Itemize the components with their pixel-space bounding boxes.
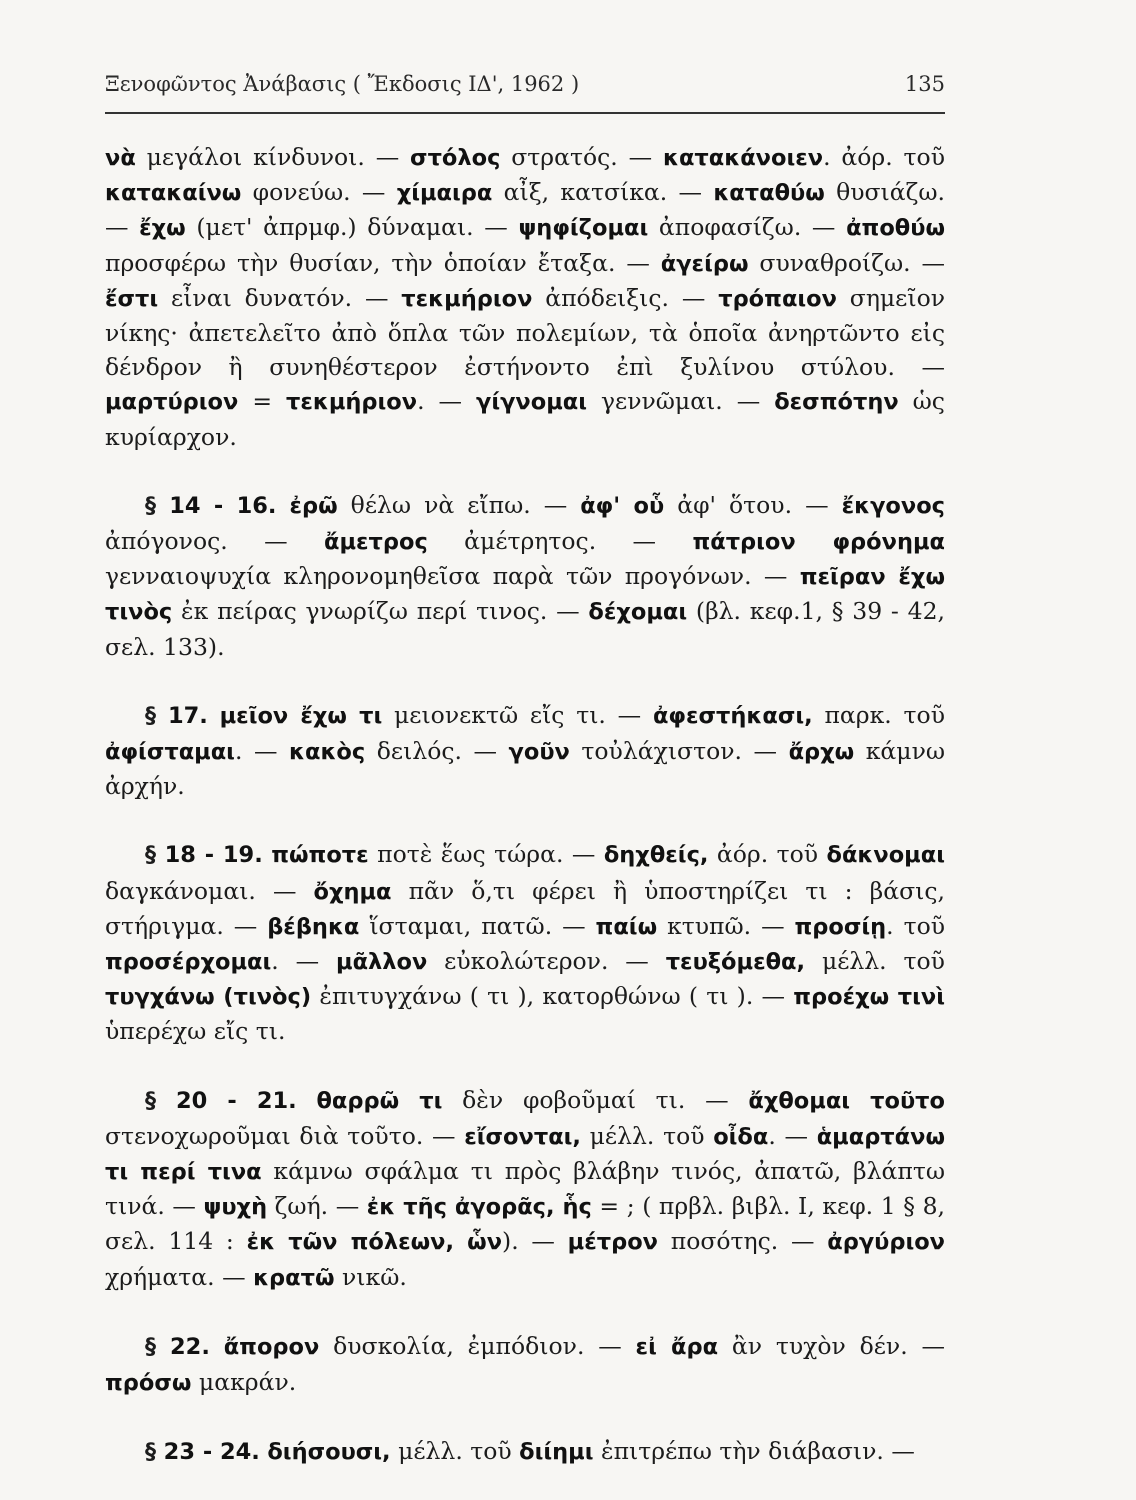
headword: νὰ xyxy=(105,145,136,171)
headword: ἀφ' οὗ xyxy=(580,492,665,519)
glossary-paragraph xyxy=(105,140,945,454)
header-rule xyxy=(105,112,945,114)
headword: γοῦν xyxy=(508,739,570,766)
definition-text: ). — xyxy=(502,1227,568,1256)
headword: δεσπότην xyxy=(774,389,899,416)
headword: ἄπορον xyxy=(223,1333,320,1360)
glossary-text xyxy=(105,140,945,1471)
headword: ἐρῶ xyxy=(289,492,338,519)
paragraph-gap xyxy=(105,454,945,488)
paragraph-gap xyxy=(105,1049,945,1083)
headword: κατακάνοιεν xyxy=(662,145,824,171)
headword: χίμαιρα xyxy=(396,180,493,207)
headword: ἐκ τῶν πόλεων, ὧν xyxy=(246,1229,503,1256)
section-sign: § xyxy=(145,843,165,869)
headword: πεῖραν ἔχω τινὸς xyxy=(105,564,945,626)
headword: οἶδα xyxy=(713,1123,769,1150)
definition-text: θέλω νὰ εἴπω. — xyxy=(337,490,581,519)
paragraph-gap xyxy=(105,664,945,698)
headword: διήσουσι, xyxy=(267,1439,391,1466)
definition-text xyxy=(276,491,289,519)
running-header xyxy=(105,72,945,106)
definition-text: προσφέρω τὴν θυσίαν, τὴν ὁποίαν ἔταξα. — xyxy=(105,248,661,277)
definition-text: μέλλ. τοῦ xyxy=(805,947,945,976)
definition-text: ἵσταμαι, πατῶ. — xyxy=(359,911,596,940)
definition-text: κάμνω σφάλμα τι πρὸς βλάβην τινός, ἀπατῶ, βλάπτω τινά. — xyxy=(105,1157,945,1221)
definition-text: ἀόρ. τοῦ xyxy=(708,840,827,869)
headword: ἀφεστήκασι, xyxy=(652,702,813,729)
definition-text: φονεύω. — xyxy=(241,178,397,207)
headword: στόλος xyxy=(410,145,501,171)
definition-text: εἶναι δυνατόν. — xyxy=(158,283,402,312)
definition-text: δειλός. — xyxy=(365,737,509,766)
definition-text: συναθροίζω. — xyxy=(748,248,945,277)
glossary-paragraph xyxy=(105,1434,945,1470)
headword: δέχομαι xyxy=(588,599,688,626)
headword: ἀφίσταμαι xyxy=(105,739,235,766)
running-title: Ξενοφῶντος Ἀνάβασις ( Ἔκδοσις ΙΔ', 1962 ) xyxy=(105,72,580,96)
headword: ἄχθομαι τοῦτο xyxy=(748,1087,945,1114)
paragraph-gap xyxy=(105,803,945,837)
glossary-paragraph xyxy=(105,488,945,664)
headword: κατακαίνω xyxy=(105,180,242,207)
section-sign: § xyxy=(145,493,170,519)
definition-text: = ; ( πρβλ. βιβλ. Ι, κεφ. 1 § 8, σελ. 114 : xyxy=(105,1192,945,1256)
headword: δάκνομαι xyxy=(826,842,945,869)
headword: διίημι xyxy=(519,1439,594,1466)
headword: ἐκ τῆς ἀγορᾶς, ἧς xyxy=(366,1194,592,1221)
headword: κρατῶ xyxy=(253,1264,335,1291)
glossary-paragraph xyxy=(105,1083,945,1295)
definition-text: ἀπόγονος. — xyxy=(105,527,324,556)
headword: προσέρχομαι xyxy=(105,949,272,976)
headword: προσίῃ xyxy=(794,913,887,940)
definition-text xyxy=(297,1086,317,1114)
headword: τεκμήριον xyxy=(401,285,533,312)
definition-text: ἀπόδειξις. — xyxy=(532,283,719,312)
section-sign: § xyxy=(145,1334,171,1360)
definition-text: τοὐλάχιστον. — xyxy=(569,737,789,766)
headword: τευξόμεθα, xyxy=(665,949,806,976)
headword: τυγχάνω (τινὸς) xyxy=(105,984,312,1011)
definition-text: μέλλ. τοῦ xyxy=(390,1437,520,1466)
definition-text: ποσότης. — xyxy=(658,1227,828,1256)
definition-text: ὑπερέχω εἴς τι. xyxy=(105,1017,286,1046)
definition-text: (μετ' ἀπρμφ.) δύναμαι. — xyxy=(185,213,519,242)
headword: μᾶλλον xyxy=(336,949,428,976)
page-number: 135 xyxy=(904,72,945,96)
definition-text: . — xyxy=(417,387,477,416)
definition-text: παρκ. τοῦ xyxy=(812,700,945,729)
definition-text: θυσιάζω. — xyxy=(105,178,945,242)
definition-text: ἐπιτρέπω τὴν διάβασιν. — xyxy=(593,1437,915,1466)
headword: ἔχω xyxy=(139,215,186,242)
headword: 14 - 16. xyxy=(169,492,277,519)
definition-text: δαγκάνομαι. — xyxy=(105,876,314,905)
glossary-paragraph xyxy=(105,837,945,1048)
definition-text xyxy=(263,840,271,868)
definition-text xyxy=(210,1332,224,1360)
glossary-paragraph xyxy=(105,698,945,804)
headword: γίγνομαι xyxy=(476,389,587,416)
headword: προέχω τινὶ xyxy=(793,984,945,1011)
definition-text: ἐκ πείρας γνωρίζω περί τινος. — xyxy=(172,597,589,626)
headword: ὄχημα xyxy=(313,878,392,905)
definition-text: (βλ. κεφ.1, § 39 - 42, σελ. 133). xyxy=(105,597,945,661)
definition-text: . — xyxy=(271,947,337,976)
definition-text: νικῶ. xyxy=(334,1262,407,1291)
definition-text: μακράν. xyxy=(191,1368,297,1397)
headword: πρόσω xyxy=(105,1370,192,1397)
definition-text: . ἀόρ. τοῦ xyxy=(823,143,945,171)
definition-text: = xyxy=(238,387,286,416)
glossary-paragraph xyxy=(105,1329,945,1400)
headword: ἄμετρος xyxy=(323,529,428,556)
headword: καταθύω xyxy=(713,180,825,207)
definition-text: ἐπιτυγχάνω ( τι ), κατορθώνω ( τι ). — xyxy=(311,982,794,1011)
headword: τεκμήριον xyxy=(285,389,418,416)
headword: θαρρῶ τι xyxy=(316,1087,443,1114)
section-sign: § xyxy=(145,703,168,729)
definition-text: δυσκολία, ἐμπόδιον. — xyxy=(319,1331,636,1360)
definition-text: στενοχωροῦμαι διὰ τοῦτο. — xyxy=(105,1121,465,1150)
definition-text: κάμνω ἀρχήν. xyxy=(105,737,946,801)
definition-text: ἀποφασίζω. — xyxy=(648,213,847,242)
paragraph-gap xyxy=(105,1400,945,1434)
headword: ἀγείρω xyxy=(660,250,749,277)
headword: 18 - 19. xyxy=(164,842,263,869)
headword: ἀποθύω xyxy=(846,215,945,242)
definition-text: χρήματα. — xyxy=(105,1262,254,1291)
definition-text xyxy=(208,701,220,729)
definition-text: στρατός. — xyxy=(500,143,663,171)
definition-text: μέλλ. τοῦ xyxy=(580,1121,714,1150)
definition-text: ἀμέτρητος. — xyxy=(427,527,693,556)
headword: ἔστι xyxy=(105,285,159,312)
definition-text: . — xyxy=(768,1121,817,1150)
headword: 22. xyxy=(170,1333,210,1360)
headword: πώποτε xyxy=(271,842,369,869)
headword: εἴσονται, xyxy=(464,1123,581,1150)
definition-text: ζωή. — xyxy=(267,1192,367,1221)
headword: μεῖον ἔχω τι xyxy=(219,702,383,729)
definition-text: αἶξ, κατσίκα. — xyxy=(492,178,714,207)
headword: 20 - 21. xyxy=(175,1087,297,1114)
definition-text: εὐκολώτερον. — xyxy=(427,947,666,976)
headword: ἁμαρτάνω τι περί τινα xyxy=(105,1123,945,1186)
headword: τρόπαιον xyxy=(718,285,837,312)
headword: 17. xyxy=(167,702,208,729)
headword: παίω xyxy=(595,913,658,940)
section-sign: § xyxy=(145,1088,176,1114)
headword: ἔκγονος xyxy=(841,492,945,519)
headword: πάτριον φρόνημα xyxy=(692,529,945,556)
definition-text: μεγάλοι κίνδυνοι. — xyxy=(135,143,411,171)
headword: δηχθείς, xyxy=(603,842,709,869)
section-sign: § xyxy=(145,1440,164,1466)
headword: εἰ ἄρα xyxy=(635,1333,719,1360)
headword: βέβηκα xyxy=(267,913,360,940)
definition-text: ὡς κυρίαρχον. xyxy=(105,387,945,451)
paragraph-gap xyxy=(105,1295,945,1329)
definition-text: δὲν φοβοῦμαί τι. — xyxy=(442,1085,749,1114)
headword: μέτρον xyxy=(567,1229,659,1256)
definition-text: ποτὲ ἕως τώρα. — xyxy=(368,840,604,869)
definition-text: πᾶν ὅ,τι φέρει ἢ ὑποστηρίζει τι : βάσις, στήριγμα. — xyxy=(105,876,945,940)
headword: ἀργύριον xyxy=(827,1229,946,1256)
definition-text: ἀφ' ὅτου. — xyxy=(664,490,842,519)
definition-text: σημεῖον νίκης· ἀπετελεῖτο ἀπὸ ὅπλα τῶν πολεμίων, τὰ ὁποῖα ἀνηρτῶντο εἰς δένδρον ἢ συνηθέστερον ἐστήνοντο ἐπὶ ξυλίνου στύλου. — xyxy=(105,283,946,382)
definition-text: γεννῶμαι. — xyxy=(587,387,775,416)
definition-text: ἂν τυχὸν δέν. — xyxy=(718,1331,945,1360)
definition-text: . — xyxy=(234,737,289,766)
headword: μαρτύριον xyxy=(105,389,239,416)
headword: ἄρχω xyxy=(788,739,855,766)
definition-text: γενναιοψυχία κληρονομηθεῖσα παρὰ τῶν προγόνων. — xyxy=(105,562,800,591)
definition-text: μειονεκτῶ εἴς τι. — xyxy=(382,700,653,729)
headword: κακὸς xyxy=(289,739,366,766)
definition-text: κτυπῶ. — xyxy=(657,911,795,940)
headword: ψυχὴ xyxy=(203,1194,268,1221)
definition-text: . τοῦ xyxy=(886,911,946,940)
headword: 23 - 24. xyxy=(163,1439,260,1466)
headword: ψηφίζομαι xyxy=(518,215,649,242)
